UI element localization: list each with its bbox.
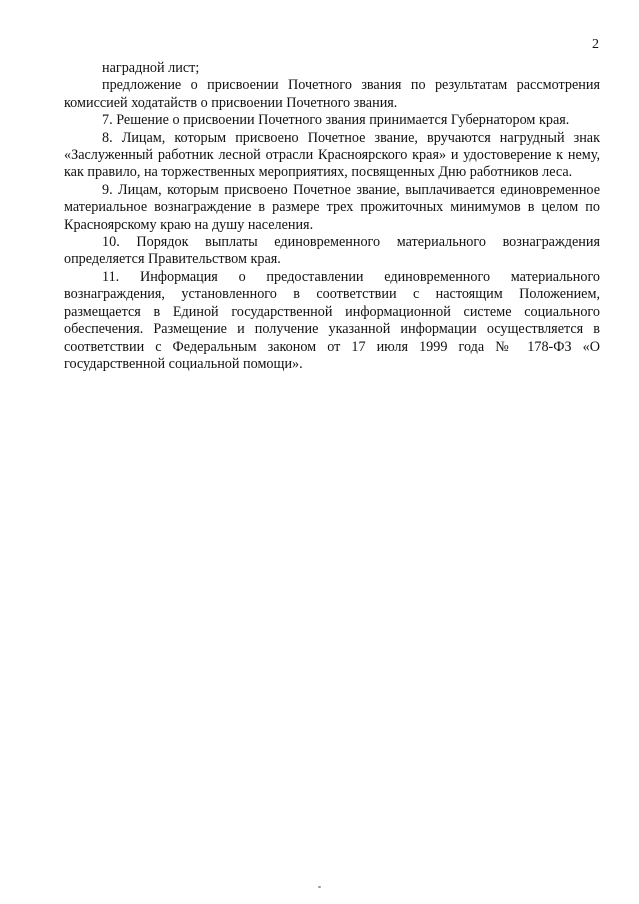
paragraph-item-10: 10. Порядок выплаты единовременного материального вознаграждения определяется Правительством края.: [64, 234, 600, 268]
paragraph-award-sheet: наградной лист;: [102, 60, 200, 76]
document-body: [64, 60, 600, 373]
paragraph-item-11: 11. Информация о предоставлении единовременного материального вознаграждения, установленного в соответствии с настоящим Положением, размещается в Единой государственной информационной системе социального обеспечения. Размещение и получение указанной информации осуществляется в соответствии с Федеральным законом от 17 июля 1999 года № 178-ФЗ «О государственной социальной помощи».: [64, 268, 600, 372]
paragraph-proposal: предложение о присвоении Почетного звания по результатам рассмотрения комиссией ходатайств о присвоении Почетного звания.: [64, 77, 600, 111]
paragraph-item-7: 7. Решение о присвоении Почетного звания принимается Губернатором края.: [102, 112, 570, 129]
scan-artifact: [318, 886, 321, 888]
page-number: 2: [592, 37, 599, 52]
paragraph-item-8: 8. Лицам, которым присвоено Почетное звание, вручаются нагрудный знак «Заслуженный работник лесной отрасли Красноярского края» и удостоверение к нему, как правило, на торжественных мероприятиях, посвященных Дню работников леса.: [64, 129, 600, 181]
paragraph-item-9: 9. Лицам, которым присвоено Почетное звание, выплачивается единовременное материальное вознаграждение в размере трех прожиточных минимумов в целом по Красноярскому краю на душу населения.: [64, 181, 600, 233]
